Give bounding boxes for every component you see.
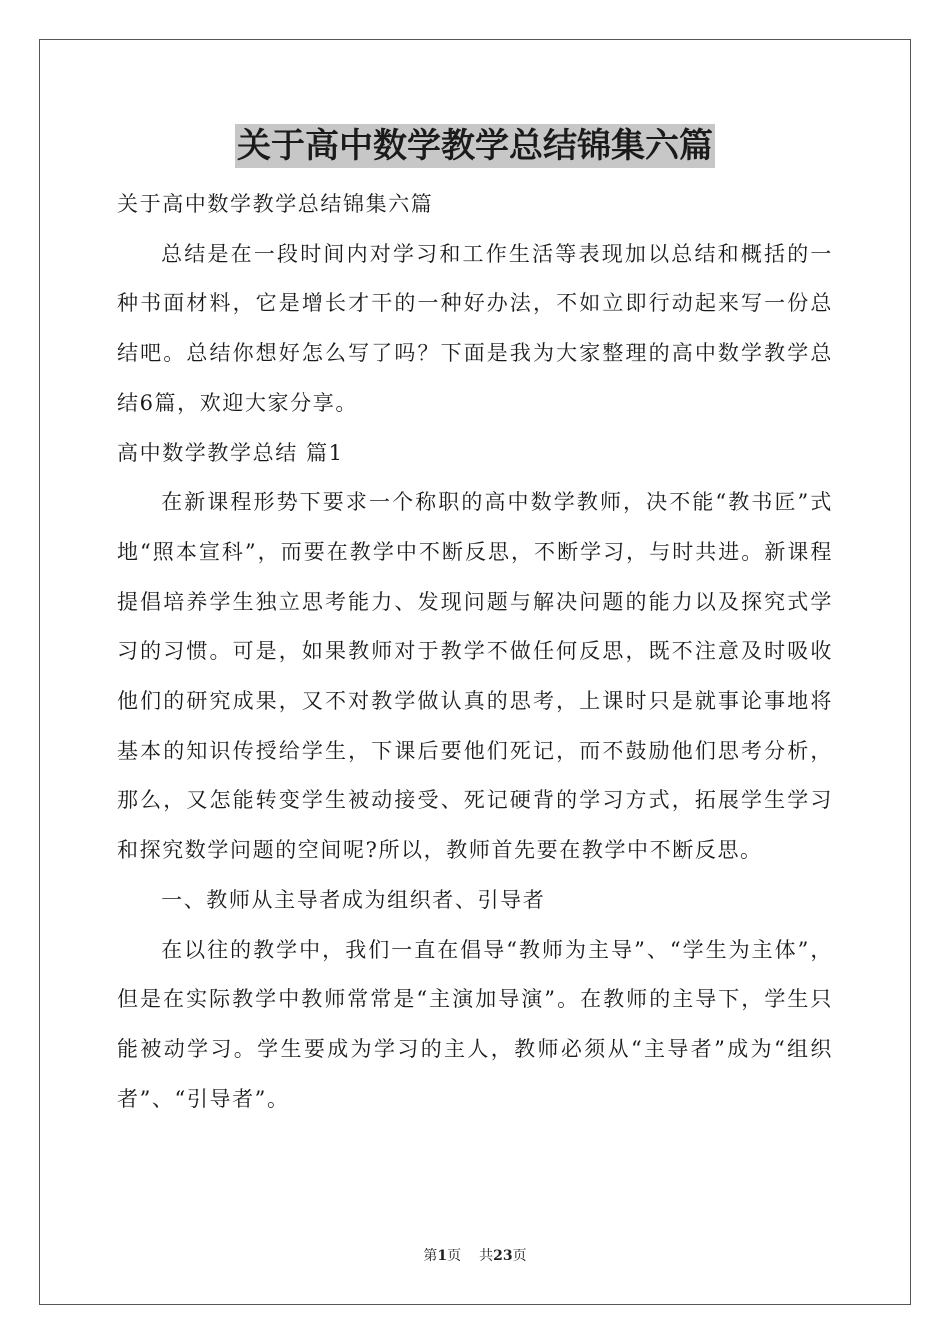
total-pages: 23 [493, 1248, 513, 1264]
subtitle-line: 关于高中数学教学总结锦集六篇 [117, 192, 434, 216]
subsection-heading: 一、教师从主导者成为组织者、引导者 [161, 887, 546, 912]
total-prefix: 共 [479, 1248, 494, 1264]
body-paragraph: 在新课程形势下要求一个称职的高中数学教师，决不能“教书匠”式地“照本宣科”，而要在教学中不断反思，不断学习，与时共进。新课程提倡培养学生独立思考能力、发现问题与解决问题的能力以及探究式学习的习惯。可是，如果教师对于教学不做任何反思，既不注意及时吸收他们的研究成果，又不对教学做认真的思考，上课时只是就事论事地将基本的知识传授给学生，下课后要他们死记，而不鼓励他们思考分析，那么，又怎能转变学生被动接受、死记硬背的学习方式，拓展学生学习和探究数学问题的空间呢?所以，教师首先要在教学中不断反思。 [117, 490, 833, 863]
section-heading: 高中数学教学总结 篇1 [117, 440, 344, 465]
document-body [117, 180, 833, 1124]
page-prefix: 第 [423, 1248, 438, 1264]
total-suffix: 页 [512, 1248, 527, 1264]
document-title: 关于高中数学教学总结锦集六篇 [237, 126, 713, 166]
body-paragraph: 在以往的教学中，我们一直在倡导“教师为主导”、“学生为主体”，但是在实际教学中教师常常是“主演加导演”。在教师的主导下，学生只能被动学习。学生要成为学习的主人，教师必须从“主导者”成为“组织者”、“引导者”。 [117, 937, 833, 1111]
page-footer [0, 1246, 950, 1266]
intro-paragraph: 总结是在一段时间内对学习和工作生活等表现加以总结和概括的一种书面材料，它是增长才干的一种好办法，不如立即行动起来写一份总结吧。总结你想好怎么写了吗？下面是我为大家整理的高中数学教学总结6篇，欢迎大家分享。 [117, 241, 833, 415]
title-container [0, 124, 950, 168]
page-suffix: 页 [447, 1248, 462, 1264]
page-number: 1 [437, 1248, 448, 1264]
